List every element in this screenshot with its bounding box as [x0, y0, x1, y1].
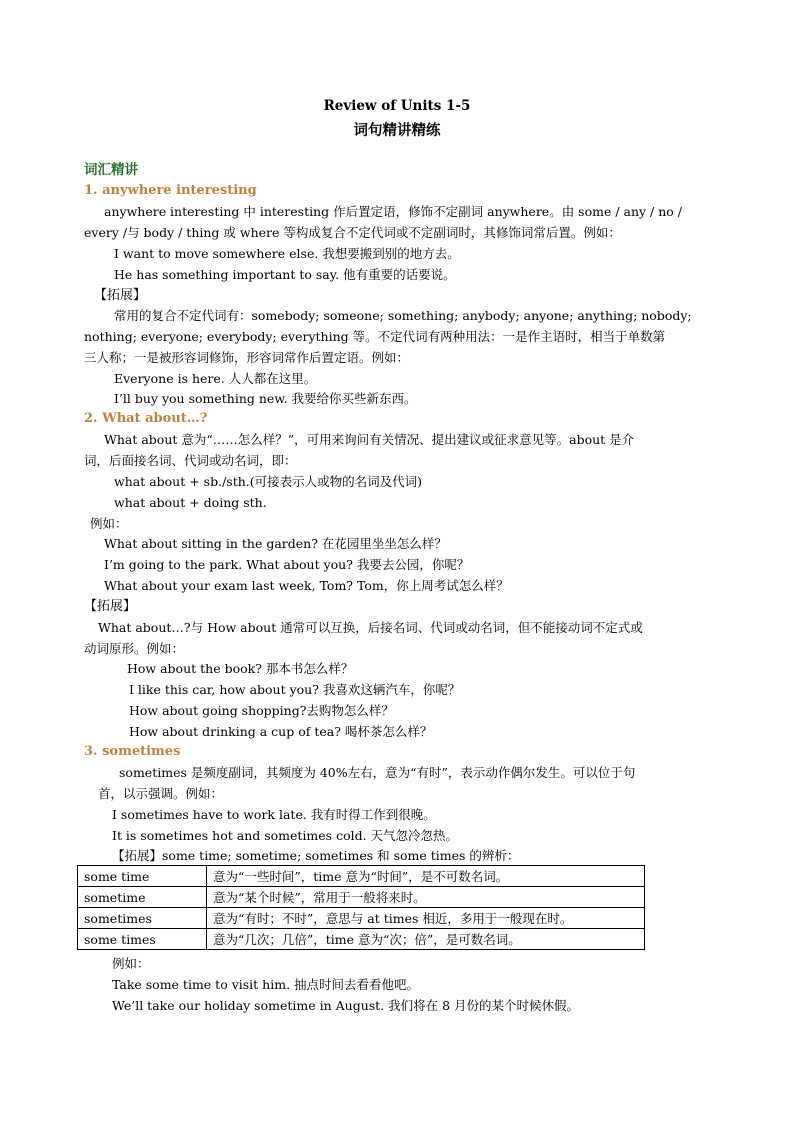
paragraph-line: What about 意为“……怎么样？”，可用来询问有关情况、提出建议或征求意见等。about 是介	[104, 432, 635, 447]
table-cell-meaning: 意为“有时；不时”，意思与 at times 相近，多用于一般现在时。	[207, 908, 645, 929]
item-heading-1: 1. anywhere interesting	[84, 183, 257, 198]
example-line: He has something important to say. 他有重要的话要说。	[114, 267, 456, 282]
table-row	[78, 887, 645, 908]
table-row	[78, 908, 645, 929]
example-line: We’ll take our holiday sometime in August. 我们将在 8 月份的某个时候休假。	[112, 998, 580, 1013]
example-line: I’ll buy you something new. 我要给你买些新东西。	[114, 391, 417, 406]
paragraph-line: 三人称；一是被形容词修饰，形容词常作后置定语。例如：	[84, 350, 410, 365]
example-line: Everyone is here. 人人都在这里。	[114, 371, 317, 386]
example-line: I sometimes have to work late. 我有时得工作到很晚。	[112, 807, 436, 822]
example-label: 例如：	[90, 516, 128, 531]
table-row	[78, 866, 645, 887]
table-cell-term: some time	[78, 866, 207, 887]
section-heading: 词汇精讲	[84, 162, 138, 178]
paragraph-line: every /与 body / thing 或 where 等构成复合不定代词或不定副词时，其修饰词常后置。例如：	[84, 225, 621, 240]
example-line: How about drinking a cup of tea? 喝杯茶怎么样？	[129, 724, 433, 739]
paragraph-line: 首，以示强调。例如：	[98, 786, 224, 801]
table-cell-meaning: 意为“几次；几倍”，time 意为“次；倍”，是可数名词。	[207, 929, 645, 950]
table-cell-term: sometime	[78, 887, 207, 908]
table-cell-meaning: 意为“一些时间”，time 意为“时间”，是不可数名词。	[207, 866, 645, 887]
example-line: I want to move somewhere else. 我想要搬到别的地方去。	[114, 246, 460, 261]
example-line: How about going shopping?去购物怎么样？	[129, 703, 394, 718]
table-row	[78, 929, 645, 950]
formula-line: what about + sb./sth.(可接表示人或物的名词及代词)	[114, 474, 422, 489]
paragraph-line: nothing; everyone; everybody; everything 等。不定代词有两种用法：一是作主语时，相当于单数第	[84, 329, 666, 344]
example-line: Take some time to visit him. 抽点时间去看看他吧。	[112, 977, 420, 992]
paragraph-line: anywhere interesting 中 interesting 作后置定语，修饰不定副词 anywhere。由 some / any / no /	[104, 204, 683, 219]
extension-label: 【拓展】	[84, 599, 137, 614]
comparison-table	[77, 865, 645, 950]
example-line: What about sitting in the garden? 在花园里坐坐怎么样？	[104, 536, 447, 551]
table-cell-meaning: 意为“某个时候”，常用于一般将来时。	[207, 887, 645, 908]
extension-label: 【拓展】some time; sometime; sometimes 和 some times 的辨析：	[112, 848, 520, 863]
item-heading-3: 3. sometimes	[84, 744, 181, 759]
example-line: What about your exam last week, Tom? Tom，你上周考试怎么样？	[104, 578, 509, 593]
table-cell-term: some times	[78, 929, 207, 950]
formula-line: what about + doing sth.	[114, 495, 267, 510]
paragraph-line: 动词原形。例如：	[84, 641, 185, 656]
example-line: I’m going to the park. What about you? 我要去公园，你呢？	[104, 557, 470, 572]
example-line: I like this car, how about you? 我喜欢这辆汽车，你呢？	[129, 682, 461, 697]
paragraph-line: 常用的复合不定代词有：somebody; someone; something; anybody; anyone; anything; nobody;	[114, 308, 692, 323]
document-title: Review of Units 1-5	[323, 98, 471, 114]
table-cell-term: sometimes	[78, 908, 207, 929]
paragraph-line: sometimes 是频度副词，其频度为 40%左右，意为“有时”，表示动作偶尔发生。可以位于句	[119, 765, 636, 780]
paragraph-line: 词，后面接名词、代词或动名词，即：	[84, 453, 297, 468]
extension-label: 【拓展】	[94, 288, 147, 303]
item-heading-2: 2. What about…?	[84, 411, 208, 426]
example-line: How about the book? 那本书怎么样？	[127, 661, 354, 676]
paragraph-line: What about…?与 How about 通常可以互换，后接名词、代词或动名词，但不能接动词不定式或	[98, 620, 643, 635]
example-label: 例如：	[112, 956, 150, 971]
document-subtitle: 词句精讲精练	[353, 122, 441, 139]
example-line: It is sometimes hot and sometimes cold. 天气忽冷忽热。	[112, 828, 459, 843]
